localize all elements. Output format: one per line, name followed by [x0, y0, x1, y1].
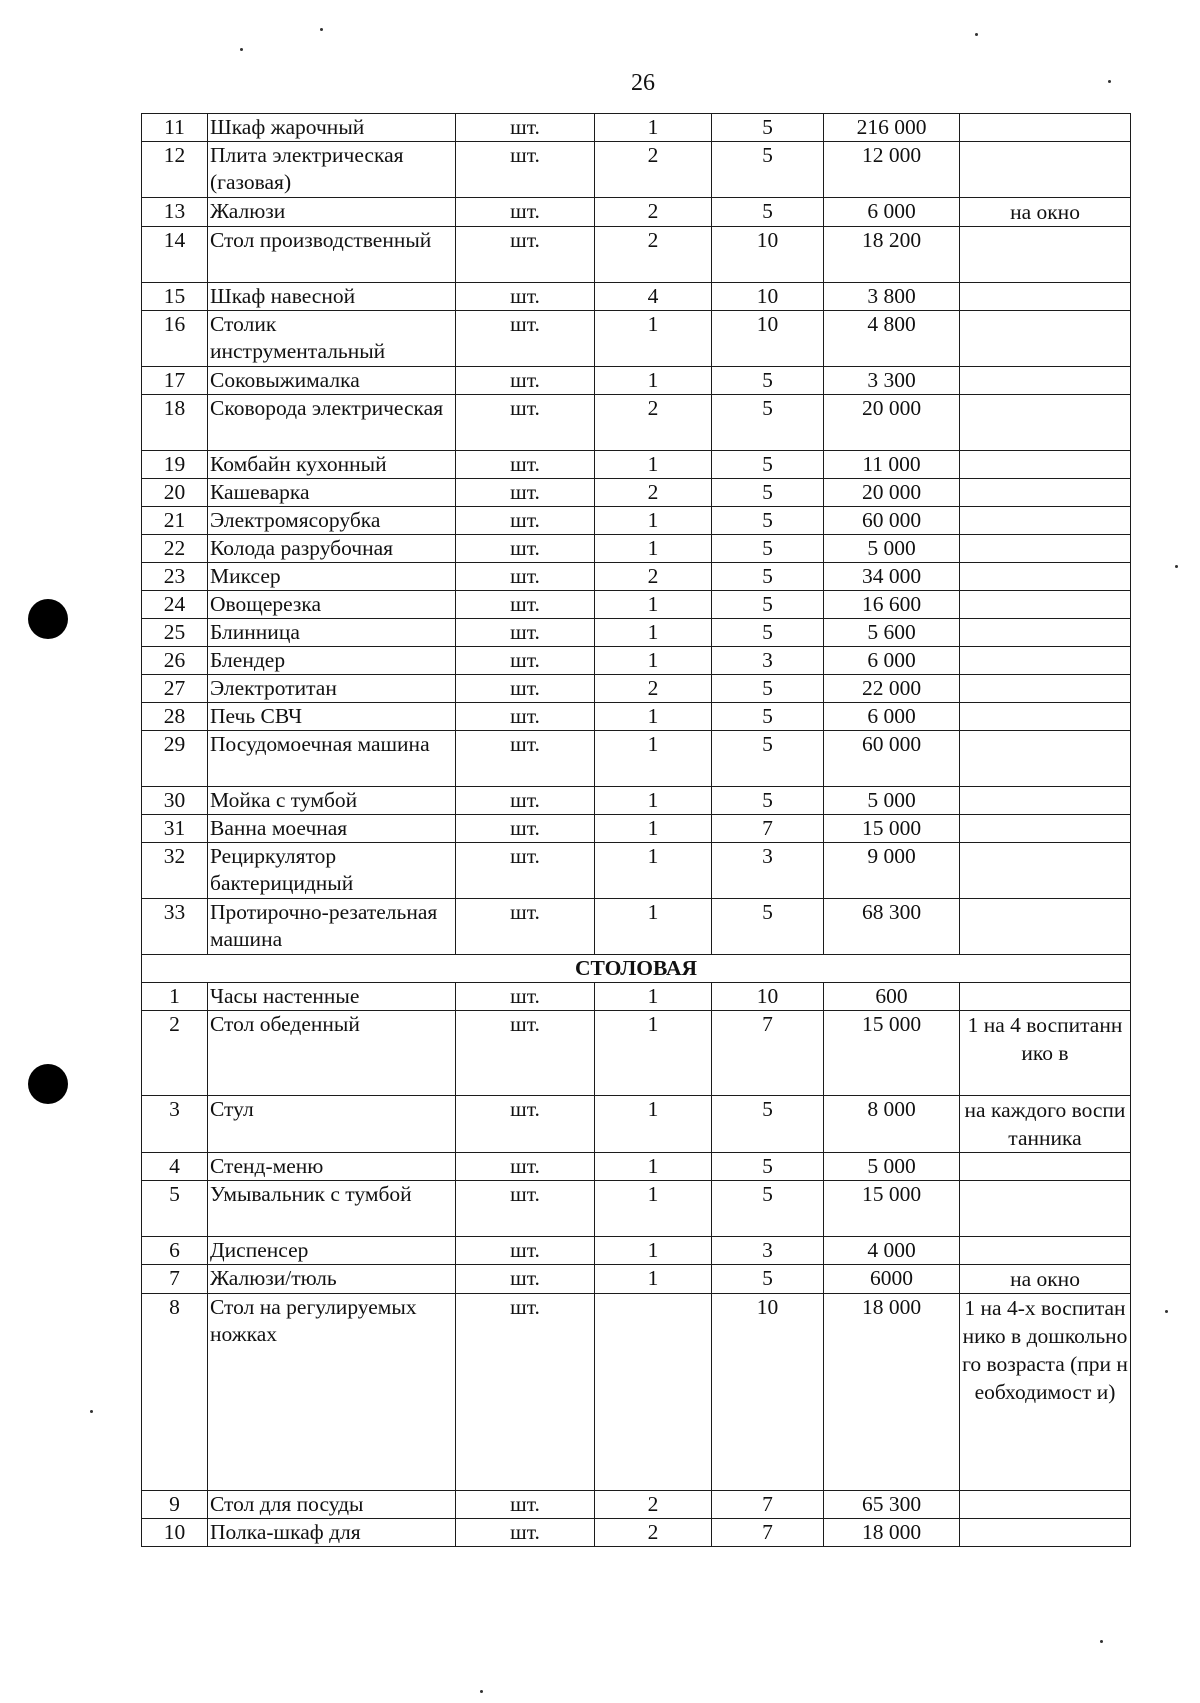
service-life-cell: 10 — [712, 1294, 824, 1491]
row-number-cell: 25 — [142, 619, 208, 647]
unit-cell: шт. — [456, 647, 595, 675]
price-cell: 6 000 — [824, 198, 960, 227]
unit-cell: шт. — [456, 535, 595, 563]
note-cell — [960, 114, 1131, 142]
table-row — [142, 563, 1131, 591]
note-cell — [960, 367, 1131, 395]
table-row — [142, 395, 1131, 451]
price-cell: 20 000 — [824, 479, 960, 507]
note-cell — [960, 815, 1131, 843]
service-life-cell: 3 — [712, 843, 824, 899]
service-life-cell: 10 — [712, 983, 824, 1011]
quantity-cell: 1 — [595, 507, 712, 535]
item-name-cell: Электротитан — [208, 675, 456, 703]
unit-cell: шт. — [456, 731, 595, 787]
table-row — [142, 843, 1131, 899]
quantity-cell: 1 — [595, 311, 712, 367]
price-cell: 15 000 — [824, 815, 960, 843]
item-name-cell: Кашеварка — [208, 479, 456, 507]
note-cell — [960, 507, 1131, 535]
row-number-cell: 14 — [142, 227, 208, 283]
note-cell — [960, 142, 1131, 198]
unit-cell: шт. — [456, 1491, 595, 1519]
quantity-cell: 1 — [595, 1096, 712, 1153]
quantity-cell: 1 — [595, 983, 712, 1011]
quantity-cell: 1 — [595, 703, 712, 731]
quantity-cell: 1 — [595, 591, 712, 619]
price-cell: 216 000 — [824, 114, 960, 142]
item-name-cell: Рециркулятор бактерицидный — [208, 843, 456, 899]
unit-cell: шт. — [456, 142, 595, 198]
row-number-cell: 23 — [142, 563, 208, 591]
price-cell: 34 000 — [824, 563, 960, 591]
item-name-cell: Жалюзи/тюль — [208, 1265, 456, 1294]
item-name-cell: Блинница — [208, 619, 456, 647]
note-cell — [960, 647, 1131, 675]
table-row — [142, 647, 1131, 675]
unit-cell: шт. — [456, 675, 595, 703]
service-life-cell: 5 — [712, 451, 824, 479]
unit-cell: шт. — [456, 311, 595, 367]
item-name-cell: Электромясорубка — [208, 507, 456, 535]
row-number-cell: 15 — [142, 283, 208, 311]
price-cell: 18 000 — [824, 1294, 960, 1491]
note-cell — [960, 787, 1131, 815]
table-row — [142, 198, 1131, 227]
service-life-cell: 10 — [712, 311, 824, 367]
unit-cell: шт. — [456, 114, 595, 142]
row-number-cell: 16 — [142, 311, 208, 367]
service-life-cell: 5 — [712, 787, 824, 815]
note-cell — [960, 619, 1131, 647]
price-cell: 6000 — [824, 1265, 960, 1294]
price-cell: 600 — [824, 983, 960, 1011]
price-cell: 9 000 — [824, 843, 960, 899]
unit-cell: шт. — [456, 1181, 595, 1237]
service-life-cell: 5 — [712, 731, 824, 787]
table-row — [142, 1265, 1131, 1294]
unit-cell: шт. — [456, 283, 595, 311]
note-cell — [960, 703, 1131, 731]
table-row — [142, 451, 1131, 479]
item-name-cell: Жалюзи — [208, 198, 456, 227]
price-cell: 11 000 — [824, 451, 960, 479]
price-cell: 6 000 — [824, 647, 960, 675]
service-life-cell: 5 — [712, 535, 824, 563]
service-life-cell: 5 — [712, 507, 824, 535]
note-cell — [960, 591, 1131, 619]
item-name-cell: Стол на регулируемых ножках — [208, 1294, 456, 1491]
price-cell: 18 200 — [824, 227, 960, 283]
item-name-cell: Сковорода электрическая — [208, 395, 456, 451]
table-row — [142, 1294, 1131, 1491]
note-cell — [960, 1153, 1131, 1181]
unit-cell: шт. — [456, 1519, 595, 1547]
table-row — [142, 619, 1131, 647]
quantity-cell: 2 — [595, 1491, 712, 1519]
unit-cell: шт. — [456, 899, 595, 955]
dining-rows — [142, 983, 1131, 1547]
table-row — [142, 983, 1131, 1011]
table-row — [142, 1491, 1131, 1519]
table-row — [142, 675, 1131, 703]
service-life-cell: 5 — [712, 479, 824, 507]
row-number-cell: 28 — [142, 703, 208, 731]
unit-cell: шт. — [456, 983, 595, 1011]
table-row — [142, 142, 1131, 198]
service-life-cell: 5 — [712, 675, 824, 703]
note-cell — [960, 1181, 1131, 1237]
service-life-cell: 5 — [712, 899, 824, 955]
note-cell: 1 на 4-х воспитаннико в дошкольного возраста (при необходимост и) — [960, 1294, 1131, 1491]
price-cell: 3 300 — [824, 367, 960, 395]
note-cell — [960, 1491, 1131, 1519]
quantity-cell — [595, 1294, 712, 1491]
row-number-cell: 5 — [142, 1181, 208, 1237]
service-life-cell: 5 — [712, 563, 824, 591]
note-cell: на каждого воспитанника — [960, 1096, 1131, 1153]
item-name-cell: Шкаф навесной — [208, 283, 456, 311]
price-cell: 60 000 — [824, 731, 960, 787]
table-row — [142, 479, 1131, 507]
row-number-cell: 24 — [142, 591, 208, 619]
quantity-cell: 2 — [595, 563, 712, 591]
quantity-cell: 2 — [595, 479, 712, 507]
row-number-cell: 21 — [142, 507, 208, 535]
row-number-cell: 4 — [142, 1153, 208, 1181]
note-cell — [960, 731, 1131, 787]
item-name-cell: Комбайн кухонный — [208, 451, 456, 479]
item-name-cell: Стул — [208, 1096, 456, 1153]
service-life-cell: 5 — [712, 1096, 824, 1153]
note-cell — [960, 535, 1131, 563]
table-row — [142, 1519, 1131, 1547]
table-row — [142, 311, 1131, 367]
scan-speck — [90, 1410, 93, 1413]
unit-cell: шт. — [456, 395, 595, 451]
note-cell: на окно — [960, 1265, 1131, 1294]
table-row — [142, 535, 1131, 563]
note-cell — [960, 899, 1131, 955]
price-cell: 65 300 — [824, 1491, 960, 1519]
row-number-cell: 8 — [142, 1294, 208, 1491]
row-number-cell: 6 — [142, 1237, 208, 1265]
quantity-cell: 1 — [595, 1011, 712, 1096]
price-cell: 6 000 — [824, 703, 960, 731]
page-number: 26 — [631, 70, 655, 96]
row-number-cell: 17 — [142, 367, 208, 395]
unit-cell: шт. — [456, 227, 595, 283]
unit-cell: шт. — [456, 1237, 595, 1265]
item-name-cell: Стол для посуды — [208, 1491, 456, 1519]
table-row — [142, 591, 1131, 619]
item-name-cell: Ванна моечная — [208, 815, 456, 843]
item-name-cell: Протирочно-резательная машина — [208, 899, 456, 955]
item-name-cell: Столик инструментальный — [208, 311, 456, 367]
unit-cell: шт. — [456, 1096, 595, 1153]
service-life-cell: 10 — [712, 283, 824, 311]
unit-cell: шт. — [456, 1011, 595, 1096]
scan-speck — [240, 48, 243, 51]
price-cell: 4 800 — [824, 311, 960, 367]
scan-speck — [480, 1690, 483, 1693]
price-cell: 5 000 — [824, 535, 960, 563]
quantity-cell: 2 — [595, 395, 712, 451]
service-life-cell: 5 — [712, 142, 824, 198]
row-number-cell: 9 — [142, 1491, 208, 1519]
section-row — [142, 955, 1131, 983]
price-cell: 4 000 — [824, 1237, 960, 1265]
item-name-cell: Соковыжималка — [208, 367, 456, 395]
note-cell: на окно — [960, 198, 1131, 227]
quantity-cell: 1 — [595, 899, 712, 955]
quantity-cell: 1 — [595, 619, 712, 647]
table-row — [142, 703, 1131, 731]
quantity-cell: 1 — [595, 815, 712, 843]
unit-cell: шт. — [456, 1294, 595, 1491]
table-row — [142, 815, 1131, 843]
price-cell: 5 600 — [824, 619, 960, 647]
service-life-cell: 10 — [712, 227, 824, 283]
row-number-cell: 30 — [142, 787, 208, 815]
punch-hole-bottom — [28, 1064, 68, 1104]
row-number-cell: 22 — [142, 535, 208, 563]
table-row — [142, 1011, 1131, 1096]
quantity-cell: 1 — [595, 535, 712, 563]
service-life-cell: 5 — [712, 1265, 824, 1294]
price-cell: 12 000 — [824, 142, 960, 198]
price-cell: 68 300 — [824, 899, 960, 955]
price-cell: 18 000 — [824, 1519, 960, 1547]
row-number-cell: 20 — [142, 479, 208, 507]
table-row — [142, 731, 1131, 787]
price-cell: 15 000 — [824, 1181, 960, 1237]
item-name-cell: Стол обеденный — [208, 1011, 456, 1096]
row-number-cell: 32 — [142, 843, 208, 899]
service-life-cell: 5 — [712, 1181, 824, 1237]
service-life-cell: 5 — [712, 395, 824, 451]
row-number-cell: 1 — [142, 983, 208, 1011]
quantity-cell: 1 — [595, 367, 712, 395]
service-life-cell: 5 — [712, 591, 824, 619]
item-name-cell: Блендер — [208, 647, 456, 675]
quantity-cell: 2 — [595, 142, 712, 198]
punch-hole-top — [28, 599, 68, 639]
unit-cell: шт. — [456, 591, 595, 619]
equipment-table — [141, 113, 1131, 1547]
scan-speck — [1165, 1310, 1168, 1313]
note-cell — [960, 311, 1131, 367]
table-row — [142, 507, 1131, 535]
service-life-cell: 3 — [712, 1237, 824, 1265]
row-number-cell: 18 — [142, 395, 208, 451]
service-life-cell: 5 — [712, 1153, 824, 1181]
table-row — [142, 1181, 1131, 1237]
note-cell — [960, 283, 1131, 311]
item-name-cell: Часы настенные — [208, 983, 456, 1011]
table-row — [142, 1153, 1131, 1181]
row-number-cell: 26 — [142, 647, 208, 675]
row-number-cell: 13 — [142, 198, 208, 227]
item-name-cell: Стол производственный — [208, 227, 456, 283]
unit-cell: шт. — [456, 843, 595, 899]
item-name-cell: Полка-шкаф для — [208, 1519, 456, 1547]
scan-speck — [1108, 80, 1111, 83]
service-life-cell: 7 — [712, 815, 824, 843]
note-cell — [960, 227, 1131, 283]
price-cell: 20 000 — [824, 395, 960, 451]
scan-speck — [320, 28, 323, 31]
price-cell: 5 000 — [824, 787, 960, 815]
unit-cell: шт. — [456, 1265, 595, 1294]
note-cell — [960, 479, 1131, 507]
service-life-cell: 5 — [712, 703, 824, 731]
service-life-cell: 5 — [712, 619, 824, 647]
note-cell — [960, 395, 1131, 451]
unit-cell: шт. — [456, 619, 595, 647]
note-cell — [960, 1237, 1131, 1265]
price-cell: 8 000 — [824, 1096, 960, 1153]
note-cell — [960, 983, 1131, 1011]
price-cell: 22 000 — [824, 675, 960, 703]
table-row — [142, 367, 1131, 395]
row-number-cell: 19 — [142, 451, 208, 479]
row-number-cell: 10 — [142, 1519, 208, 1547]
item-name-cell: Печь СВЧ — [208, 703, 456, 731]
price-cell: 16 600 — [824, 591, 960, 619]
quantity-cell: 1 — [595, 787, 712, 815]
item-name-cell: Колода разрубочная — [208, 535, 456, 563]
quantity-cell: 1 — [595, 843, 712, 899]
quantity-cell: 2 — [595, 198, 712, 227]
row-number-cell: 33 — [142, 899, 208, 955]
quantity-cell: 1 — [595, 1153, 712, 1181]
service-life-cell: 7 — [712, 1011, 824, 1096]
price-cell: 60 000 — [824, 507, 960, 535]
item-name-cell: Овощерезка — [208, 591, 456, 619]
row-number-cell: 3 — [142, 1096, 208, 1153]
item-name-cell: Посудомоечная машина — [208, 731, 456, 787]
section-title: СТОЛОВАЯ — [142, 955, 1131, 983]
scan-speck — [1175, 565, 1178, 568]
quantity-cell: 1 — [595, 114, 712, 142]
unit-cell: шт. — [456, 479, 595, 507]
note-cell — [960, 1519, 1131, 1547]
item-name-cell: Диспенсер — [208, 1237, 456, 1265]
table-row — [142, 283, 1131, 311]
quantity-cell: 1 — [595, 731, 712, 787]
quantity-cell: 4 — [595, 283, 712, 311]
quantity-cell: 1 — [595, 451, 712, 479]
table-row — [142, 227, 1131, 283]
note-cell: 1 на 4 воспитаннико в — [960, 1011, 1131, 1096]
kitchen-rows — [142, 114, 1131, 955]
note-cell — [960, 675, 1131, 703]
service-life-cell: 3 — [712, 647, 824, 675]
item-name-cell: Плита электрическая (газовая) — [208, 142, 456, 198]
unit-cell: шт. — [456, 367, 595, 395]
service-life-cell: 5 — [712, 114, 824, 142]
note-cell — [960, 843, 1131, 899]
unit-cell: шт. — [456, 815, 595, 843]
item-name-cell: Шкаф жарочный — [208, 114, 456, 142]
quantity-cell: 2 — [595, 227, 712, 283]
table-row — [142, 114, 1131, 142]
price-cell: 15 000 — [824, 1011, 960, 1096]
row-number-cell: 27 — [142, 675, 208, 703]
scan-speck — [1100, 1640, 1103, 1643]
quantity-cell: 2 — [595, 1519, 712, 1547]
row-number-cell: 7 — [142, 1265, 208, 1294]
quantity-cell: 1 — [595, 647, 712, 675]
scan-speck — [975, 33, 978, 36]
row-number-cell: 12 — [142, 142, 208, 198]
note-cell — [960, 451, 1131, 479]
row-number-cell: 11 — [142, 114, 208, 142]
quantity-cell: 2 — [595, 675, 712, 703]
price-cell: 5 000 — [824, 1153, 960, 1181]
unit-cell: шт. — [456, 507, 595, 535]
item-name-cell: Стенд-меню — [208, 1153, 456, 1181]
unit-cell: шт. — [456, 1153, 595, 1181]
table-row — [142, 1237, 1131, 1265]
quantity-cell: 1 — [595, 1181, 712, 1237]
item-name-cell: Миксер — [208, 563, 456, 591]
row-number-cell: 29 — [142, 731, 208, 787]
service-life-cell: 7 — [712, 1491, 824, 1519]
quantity-cell: 1 — [595, 1265, 712, 1294]
unit-cell: шт. — [456, 451, 595, 479]
quantity-cell: 1 — [595, 1237, 712, 1265]
service-life-cell: 7 — [712, 1519, 824, 1547]
unit-cell: шт. — [456, 787, 595, 815]
row-number-cell: 2 — [142, 1011, 208, 1096]
item-name-cell: Умывальник с тумбой — [208, 1181, 456, 1237]
table-row — [142, 787, 1131, 815]
service-life-cell: 5 — [712, 198, 824, 227]
service-life-cell: 5 — [712, 367, 824, 395]
table-row — [142, 1096, 1131, 1153]
unit-cell: шт. — [456, 703, 595, 731]
unit-cell: шт. — [456, 563, 595, 591]
item-name-cell: Мойка с тумбой — [208, 787, 456, 815]
note-cell — [960, 563, 1131, 591]
row-number-cell: 31 — [142, 815, 208, 843]
price-cell: 3 800 — [824, 283, 960, 311]
table-row — [142, 899, 1131, 955]
unit-cell: шт. — [456, 198, 595, 227]
